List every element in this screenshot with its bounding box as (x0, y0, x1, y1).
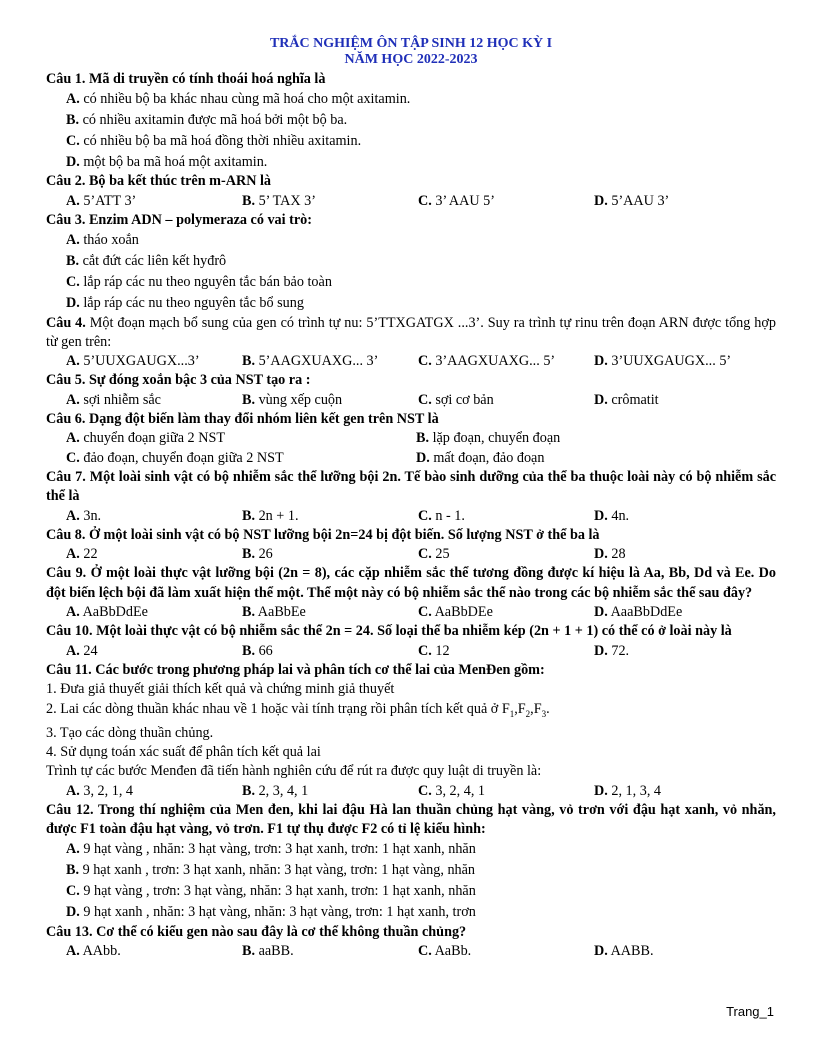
question-4: Câu 4. Một đoạn mạch bổ sung của gen có trình tự nu: 5’TTXGATGX ...3’. Suy ra trình tự rinu trên đoạn ARN được tổng hợp từ gen trên: (46, 314, 776, 350)
document-body (46, 36, 776, 961)
options-row (46, 782, 776, 801)
option-d: D. 2, 1, 3, 4 (594, 782, 661, 799)
option-d: D. 5’AAU 3’ (594, 192, 670, 209)
option-d: D. 28 (594, 546, 626, 563)
options-row (46, 352, 776, 371)
option-a: A. 5’ATT 3’ (66, 192, 137, 209)
option-a: A. AAbb. (66, 942, 121, 959)
step-1: 1. Đưa giả thuyết giải thích kết quả và chứng minh giả thuyết (46, 681, 395, 698)
option-a: A. 9 hạt vàng , nhăn: 3 hạt vàng, trơn: 3 hạt xanh, trơn: 1 hạt xanh, nhăn (66, 841, 476, 858)
step-3: 3. Tạo các dòng thuần chủng. (46, 724, 214, 741)
option-b: B. vùng xếp cuộn (242, 391, 343, 408)
options-row (46, 603, 776, 622)
option-c: C. sợi cơ bản (418, 391, 494, 408)
option-d: D. 9 hạt xanh , nhăn: 3 hạt vàng, nhăn: 3 hạt vàng, trơn: 1 hạt xanh, trơn (66, 903, 476, 920)
option-d: D. AaaBbDdEe (594, 604, 683, 621)
question-stem: Trình tự các bước Menđen đã tiến hành nghiên cứu để rút ra được quy luật di truyền là: (46, 763, 542, 780)
options-row (46, 642, 776, 661)
step-2: 2. Lai các dòng thuần khác nhau về 1 hoặc vài tính trạng rồi phân tích kết quả ở $F_1,F_2,F_3$. (46, 700, 550, 719)
option-d: D. 4n. (594, 507, 630, 524)
option-d: D. 3’UUXGAUGX... 5’ (594, 353, 732, 370)
option-a: A. 22 (66, 546, 98, 563)
option-a: A. 5’UUXGAUGX...3’ (66, 353, 200, 370)
options-row (46, 391, 776, 410)
option-c: C. 12 (418, 642, 450, 659)
document-title: TRẮC NGHIỆM ÔN TẬP SINH 12 HỌC KỲ I (269, 36, 553, 51)
option-d: D. 72. (594, 642, 630, 659)
option-c: C. 3, 2, 4, 1 (418, 782, 485, 799)
option-c: C. 3’AAGXUAXG... 5’ (418, 353, 556, 370)
option-b: B. 2, 3, 4, 1 (242, 782, 309, 799)
option-a: A. tháo xoắn (66, 232, 139, 249)
option-b: B. có nhiều axitamin được mã hoá bởi một bộ ba. (66, 112, 348, 129)
option-c: C. AaBbDEe (418, 604, 493, 621)
option-b: B. cắt đứt các liên kết hyđrô (66, 253, 227, 270)
options-row (46, 192, 776, 211)
option-c: C. 3’ AAU 5’ (418, 192, 495, 209)
option-a: A. AaBbDdEe (66, 604, 148, 621)
question-label: Câu 1. (46, 71, 86, 87)
option-d: D. AABB. (594, 942, 654, 959)
option-c: C. đảo đoạn, chuyển đoạn giữa 2 NST (66, 449, 284, 466)
school-year: NĂM HỌC 2022-2023 (344, 51, 478, 67)
option-c: C. AaBb. (418, 942, 472, 959)
options-row (46, 942, 776, 961)
option-a: A. chuyển đoạn giữa 2 NST (66, 430, 225, 447)
option-a: A. 3, 2, 1, 4 (66, 782, 133, 799)
page-number: Trang_1 (726, 1004, 774, 1019)
option-c: C. n - 1. (418, 507, 465, 524)
option-b: B. 9 hạt xanh , trơn: 3 hạt xanh, nhăn: 3 hạt vàng, trơn: 1 hạt vàng, nhăn (66, 862, 476, 879)
question-12: Câu 12. Trong thí nghiệm của Men đen, khi lai đậu Hà lan thuần chủng hạt vàng, vỏ trơn với đậu hạt xanh, vỏ nhăn, được F1 toàn đậu hạt vàng, vỏ trơn. F1 tự thụ được F2 có tỉ lệ kiểu hình: (46, 801, 776, 838)
option-a: A. có nhiều bộ ba khác nhau cùng mã hoá cho một axitamin. (66, 91, 411, 108)
option-b: B. 2n + 1. (242, 507, 299, 524)
question-6: Câu 6. Dạng đột biến làm thay đổi nhóm liên kết gen trên NST là (46, 411, 439, 428)
option-d: D. một bộ ba mã hoá một axitamin. (66, 153, 268, 170)
option-b: B. aaBB. (242, 942, 294, 959)
question-text: Mã di truyền có tính thoái hoá nghĩa là (88, 71, 326, 87)
options-row (46, 545, 776, 564)
options-row (46, 507, 776, 526)
question-3: Câu 3. Enzim ADN – polymeraza có vai trò: (46, 212, 312, 229)
option-c: C. có nhiều bộ ba mã hoá đồng thời nhiều axitamin. (66, 132, 362, 149)
option-c: C. 25 (418, 546, 450, 563)
option-a: A. 3n. (66, 507, 102, 524)
question-2: Câu 2. Bộ ba kết thúc trên m-ARN là (46, 173, 272, 190)
option-b: B. 5’ TAX 3’ (242, 192, 317, 209)
question-10: Câu 10. Một loài thực vật có bộ nhiễm sắc thể 2n = 24. Số loại thể ba nhiễm kép (2n + 1 + 1) có thể có ở loài này là (46, 623, 732, 640)
option-a: A. sợi nhiễm sắc (66, 391, 161, 408)
options-row (46, 429, 776, 468)
option-a: A. 24 (66, 642, 98, 659)
option-b: B. 66 (242, 642, 273, 659)
question-11: Câu 11. Các bước trong phương pháp lai và phân tích cơ thể lai của MenĐen gồm: (46, 661, 545, 678)
option-c: C. 9 hạt vàng , trơn: 3 hạt vàng, nhăn: 3 hạt xanh, trơn: 1 hạt xanh, nhăn (66, 883, 476, 899)
option-b: B. AaBbEe (242, 604, 306, 621)
step-4: 4. Sử dụng toán xác suất để phân tích kết quả lai (46, 743, 321, 760)
option-b: B. lặp đoạn, chuyển đoạn (416, 430, 561, 447)
option-d: D. lắp ráp các nu theo nguyên tắc bổ sung (66, 294, 304, 311)
question-13: Câu 13. Cơ thể có kiểu gen nào sau đây là cơ thể không thuần chủng? (46, 923, 467, 940)
question-8: Câu 8. Ở một loài sinh vật có bộ NST lưỡng bội 2n=24 bị đột biến. Số lượng NST ở thể ba là (46, 526, 600, 543)
question-9: Câu 9. Ở một loài thực vật lưỡng bội (2n = 8), các cặp nhiễm sắc thể tương đồng được kí hiệu là Aa, Bb, Dd và Ee. Do đột biến lệch bội đã làm xuất hiện thể một. Thể một này có bộ nhiễm sắc thể nào trong các bộ nhiễm sắc thể sau đây? (46, 565, 776, 601)
option-b: B. 5’AAGXUAXG... 3’ (242, 353, 379, 370)
option-b: B. 26 (242, 546, 273, 563)
option-d: D. crômatit (594, 391, 659, 408)
question-7: Câu 7. Một loài sinh vật có bộ nhiễm sắc thể lưỡng bội 2n. Tế bào sinh dưỡng của thể ba thuộc loài này có bộ nhiễm sắc thể là (46, 468, 776, 505)
option-d: D. mất đoạn, đảo đoạn (416, 449, 545, 466)
question-1 (46, 70, 776, 89)
option-c: C. lắp ráp các nu theo nguyên tắc bán bảo toàn (66, 273, 332, 290)
question-5: Câu 5. Sự đóng xoắn bậc 3 của NST tạo ra : (46, 372, 311, 389)
